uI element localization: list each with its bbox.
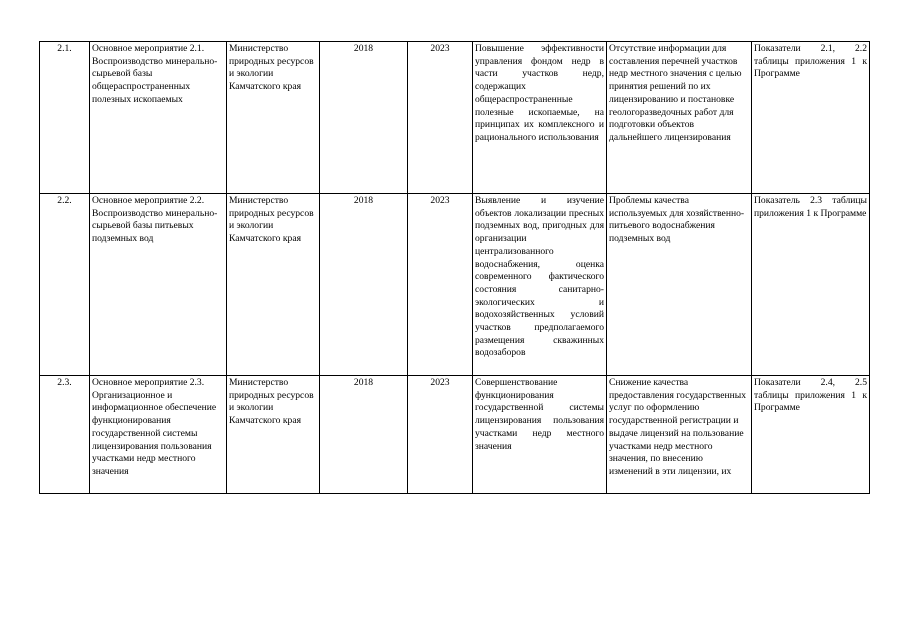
responsible-executor: Министерство природных ресурсов и экологии Камчатского края bbox=[227, 42, 320, 194]
table-row bbox=[40, 42, 870, 194]
related-indicators: Показатели 2.4, 2.5 таблицы приложения 1 к Программе bbox=[752, 376, 870, 494]
table-row bbox=[40, 376, 870, 494]
row-number: 2.2. bbox=[40, 194, 90, 376]
activity-name: Основное мероприятие 2.1. Воспроизводство минерально-сырьевой базы общераспространенных полезных ископаемых bbox=[90, 42, 227, 194]
expected-result: Выявление и изучение объектов локализации пресных подземных вод, пригодных для организации централизованного водоснабжения, оценка современного фактического состояния санитарно-экологических и водохозяйственных условий участков предполагаемого размещения скважинных водозаборов bbox=[473, 194, 607, 376]
non-implementation-consequences: Отсутствие информации для составления перечней участков недр местного значения с целью принятия решений по их лицензированию и постановке геологоразведочных работ для подготовки объектов дальнейшего лицензирования bbox=[607, 42, 752, 194]
responsible-executor: Министерство природных ресурсов и экологии Камчатского края bbox=[227, 194, 320, 376]
start-year: 2018 bbox=[320, 376, 408, 494]
table-row bbox=[40, 194, 870, 376]
related-indicators: Показатели 2.1, 2.2 таблицы приложения 1 к Программе bbox=[752, 42, 870, 194]
start-year: 2018 bbox=[320, 42, 408, 194]
program-activities-table bbox=[39, 41, 870, 494]
activity-name: Основное мероприятие 2.3. Организационное и информационное обеспечение функционирования государственной системы лицензирования пользования участками недр местного значения bbox=[90, 376, 227, 494]
end-year: 2023 bbox=[408, 376, 473, 494]
start-year: 2018 bbox=[320, 194, 408, 376]
non-implementation-consequences: Проблемы качества используемых для хозяйственно-питьевого водоснабжения подземных вод bbox=[607, 194, 752, 376]
responsible-executor: Министерство природных ресурсов и экологии Камчатского края bbox=[227, 376, 320, 494]
related-indicators: Показатель 2.3 таблицы приложения 1 к Программе bbox=[752, 194, 870, 376]
expected-result: Повышение эффективности управления фондом недр в части участков недр, содержащих общераспространенные полезные ископаемые, на принципах их комплексного и рационального использования bbox=[473, 42, 607, 194]
end-year: 2023 bbox=[408, 194, 473, 376]
row-number: 2.3. bbox=[40, 376, 90, 494]
end-year: 2023 bbox=[408, 42, 473, 194]
non-implementation-consequences: Снижение качества предоставления государственных услуг по оформлению государственной регистрации и выдаче лицензий на пользование участками недр местного значения, по внесению изменений в эти лицензии, их bbox=[607, 376, 752, 494]
row-number: 2.1. bbox=[40, 42, 90, 194]
activity-name: Основное мероприятие 2.2. Воспроизводство минерально-сырьевой базы питьевых подземных вод bbox=[90, 194, 227, 376]
expected-result: Совершенствование функционирования государственной системы лицензирования пользования участками недр местного значения bbox=[473, 376, 607, 494]
